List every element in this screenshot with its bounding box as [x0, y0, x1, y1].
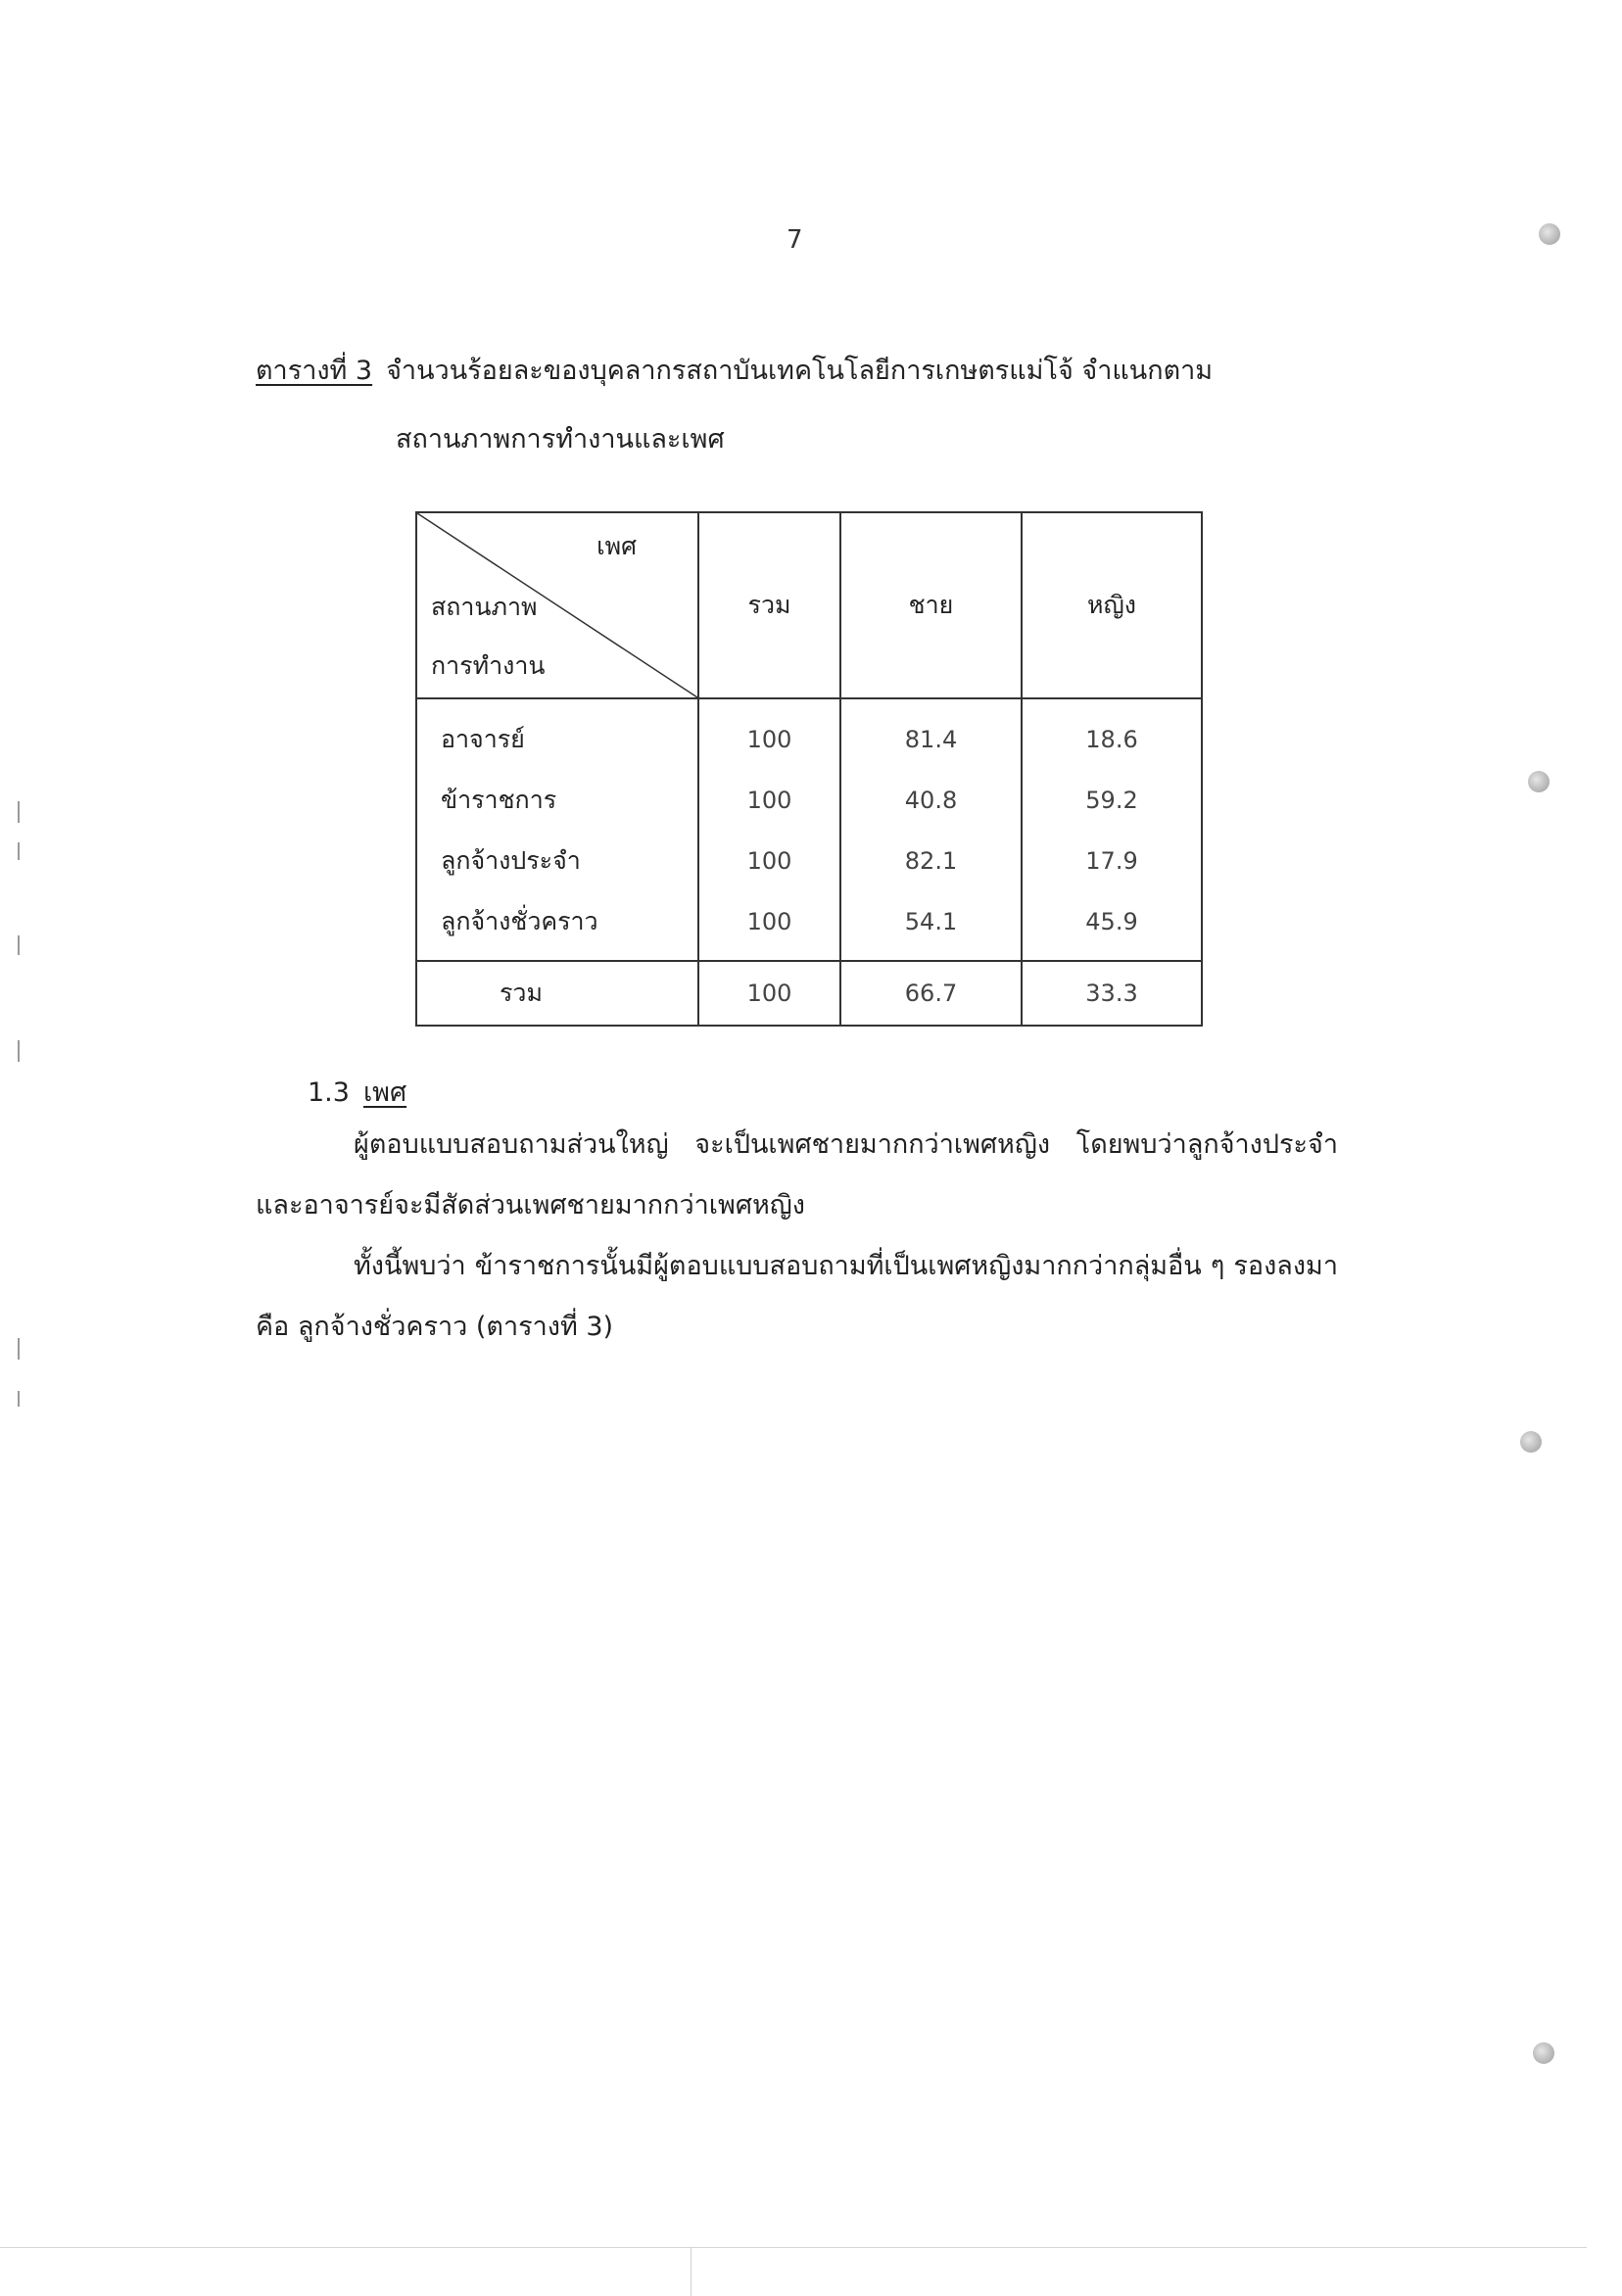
corner-header-status: สถานภาพ [431, 593, 538, 621]
scan-edge-mark [18, 842, 20, 860]
total-cell-male: 66.7 [840, 961, 1022, 1026]
section-number: 1.3 [308, 1077, 350, 1108]
cell-total: 100 [698, 698, 840, 770]
total-cell-female: 33.3 [1022, 961, 1202, 1026]
scan-edge-mark [18, 1391, 20, 1407]
bottom-scan-line [0, 2247, 1587, 2248]
total-cell-total: 100 [698, 961, 840, 1026]
section-body [256, 1115, 1338, 1358]
total-row-label: รวม [416, 961, 698, 1026]
table-row [416, 891, 1202, 961]
punch-hole-mark [1520, 1431, 1542, 1453]
cell-female: 17.9 [1022, 831, 1202, 891]
section-heading [308, 1071, 406, 1113]
paragraph: ทั้งนี้พบว่า ข้าราชการนั้นมีผู้ตอบแบบสอบถามที่เป็นเพศหญิงมากกว่ากลุ่มอื่น ๆ รองลงมาคือ ลูกจ้างชั่วคราว (ตารางที่ 3) [256, 1251, 1338, 1342]
cell-male: 54.1 [840, 891, 1022, 961]
row-label: ข้าราชการ [416, 770, 698, 831]
cell-male: 82.1 [840, 831, 1022, 891]
cell-male: 81.4 [840, 698, 1022, 770]
section-title: เพศ [362, 1077, 407, 1108]
page-number: 7 [787, 225, 803, 255]
corner-header-gender: เพศ [596, 532, 637, 560]
scan-edge-mark [18, 1338, 20, 1360]
column-header-male: ชาย [840, 512, 1022, 698]
table-caption [256, 337, 1353, 474]
row-label: อาจารย์ [416, 698, 698, 770]
cell-total: 100 [698, 831, 840, 891]
table-row [416, 698, 1202, 770]
table-total-row [416, 961, 1202, 1026]
bottom-scan-tick [691, 2247, 692, 2296]
data-table-wrapper [415, 511, 1203, 1027]
column-header-total: รวม [698, 512, 840, 698]
scan-edge-mark [18, 935, 20, 955]
corner-header-cell [416, 512, 698, 698]
table-caption-label: ตารางที่ 3 [256, 356, 373, 386]
data-table [415, 511, 1203, 1027]
punch-hole-mark [1528, 771, 1550, 792]
cell-total: 100 [698, 770, 840, 831]
scan-edge-mark [18, 801, 20, 823]
column-header-female: หญิง [1022, 512, 1202, 698]
row-label: ลูกจ้างประจำ [416, 831, 698, 891]
corner-header-work: การทำงาน [431, 651, 546, 680]
punch-hole-mark [1533, 2042, 1554, 2064]
table-row [416, 831, 1202, 891]
scan-edge-mark [18, 1040, 20, 1062]
cell-female: 59.2 [1022, 770, 1202, 831]
cell-male: 40.8 [840, 770, 1022, 831]
table-caption-title-line2: สถานภาพการทำงานและเพศ [396, 424, 725, 454]
table-header-row [416, 512, 1202, 698]
cell-female: 18.6 [1022, 698, 1202, 770]
paragraph: ผู้ตอบแบบสอบถามส่วนใหญ่ จะเป็นเพศชายมากกว่าเพศหญิง โดยพบว่าลูกจ้างประจำและอาจารย์จะมีสัดส่วนเพศชายมากกว่าเพศหญิง [256, 1129, 1338, 1220]
row-label: ลูกจ้างชั่วคราว [416, 891, 698, 961]
table-row [416, 770, 1202, 831]
cell-total: 100 [698, 891, 840, 961]
table-caption-title-line1: จำนวนร้อยละของบุคลากรสถาบันเทคโนโลยีการเกษตรแม่โจ้ จำแนกตาม [386, 356, 1214, 386]
punch-hole-mark [1539, 223, 1560, 245]
cell-female: 45.9 [1022, 891, 1202, 961]
